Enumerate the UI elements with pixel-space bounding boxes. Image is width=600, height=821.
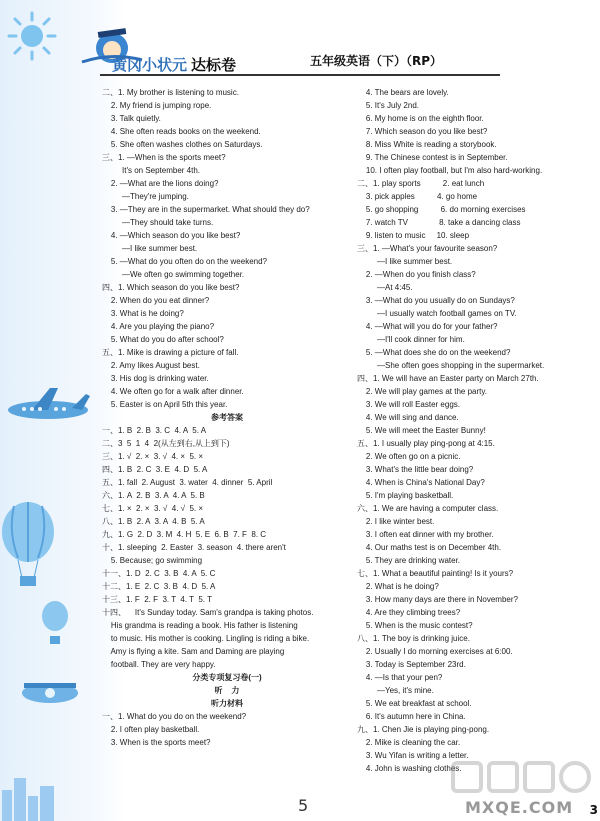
text-line: 三、1. —What's your favourite season? — [357, 244, 498, 253]
text-line: 五、1. Mike is drawing a picture of fall. — [102, 348, 239, 357]
text-line: 二、3 5 1 4 2(从左到右,从上到下) — [102, 439, 230, 448]
text-line: 6. My home is on the eighth floor. — [357, 114, 484, 123]
text-line: 5. I'm playing basketball. — [357, 491, 454, 500]
brand-subtitle: 达标卷 — [191, 56, 237, 74]
section-heading: 参考答案 — [211, 413, 243, 422]
watermark-url: MXQE.COM — [465, 798, 574, 817]
text-line: 2. When do you eat dinner? — [102, 296, 210, 305]
text-line: 5. What do you do after school? — [102, 335, 224, 344]
sun-icon — [6, 10, 58, 62]
text-line: 4. The bears are lovely. — [357, 88, 449, 97]
text-line: 5. go shopping 6. do morning exercises — [357, 205, 526, 214]
text-line: 3. We will roll Easter eggs. — [357, 400, 460, 409]
page-header — [0, 0, 600, 84]
text-line: —She often goes shopping in the supermarket. — [357, 361, 545, 370]
text-line: 4. She often reads books on the weekend. — [102, 127, 261, 136]
page-number: 3 — [589, 803, 598, 817]
text-line: 2. I like winter best. — [357, 517, 435, 526]
text-line: 5. We eat breakfast at school. — [357, 699, 472, 708]
text-line: football. They are very happy. — [102, 660, 216, 669]
text-line: 5. Because; go swimming — [102, 556, 203, 565]
text-line: 八、1. B 2. A 3. A 4. B 5. A — [102, 517, 205, 526]
text-line: 4. Our maths test is on December 4th. — [357, 543, 502, 552]
text-line: 五、1. I usually play ping-pong at 4:15. — [357, 439, 495, 448]
text-line: 九、1. G 2. D 3. M 4. H 5. E 6. B 7. F 8. C — [102, 530, 267, 539]
text-line: 二、1. play sports 2. eat lunch — [357, 179, 485, 188]
text-line: —I'll cook dinner for him. — [357, 335, 465, 344]
text-line: 3. Today is September 23rd. — [357, 660, 466, 669]
text-line: —We often go swimming together. — [102, 270, 245, 279]
text-line: His grandma is reading a book. His father is listening — [102, 621, 298, 630]
text-line: 5. When is the music contest? — [357, 621, 473, 630]
text-line: 5. It's July 2nd. — [357, 101, 419, 110]
right-column — [357, 86, 597, 775]
text-line: 7. watch TV 8. take a dancing class — [357, 218, 521, 227]
text-line: 5. Easter is on April 5th this year. — [102, 400, 228, 409]
text-line: 4. —Which season do you like best? — [102, 231, 241, 240]
text-line: 四、1. B 2. C 3. E 4. D 5. A — [102, 465, 208, 474]
text-line: 三、1. √ 2. × 3. √ 4. × 5. × — [102, 452, 204, 461]
text-line: 二、1. My brother is listening to music. — [102, 88, 239, 97]
text-line: 2. I often play basketball. — [102, 725, 200, 734]
text-line: 四、1. Which season do you like best? — [102, 283, 240, 292]
section-heading: 分类专项复习卷(一) — [192, 673, 262, 682]
text-line: 2. We will play games at the party. — [357, 387, 487, 396]
text-line: 3. How many days are there in November? — [357, 595, 518, 604]
text-line: 4. We often go for a walk after dinner. — [102, 387, 244, 396]
left-column — [102, 86, 352, 749]
text-line: 九、1. Chen Jie is playing ping-pong. — [357, 725, 490, 734]
text-line: 4. We will sing and dance. — [357, 413, 459, 422]
text-line: 5. We will meet the Easter Bunny! — [357, 426, 486, 435]
text-line: —I usually watch football games on TV. — [357, 309, 517, 318]
brand-title — [112, 54, 236, 75]
text-line: 9. listen to music 10. sleep — [357, 231, 470, 240]
text-line: 3. I often eat dinner with my brother. — [357, 530, 494, 539]
text-line: 5. —What does she do on the weekend? — [357, 348, 511, 357]
text-line: 八、1. The boy is drinking juice. — [357, 634, 470, 643]
text-line: 四、1. We will have an Easter party on March 27th. — [357, 374, 539, 383]
text-line: 5. They are drinking water. — [357, 556, 461, 565]
airplane-icon — [2, 382, 94, 432]
text-line: 2. Usually I do morning exercises at 6:00. — [357, 647, 513, 656]
text-line: 十三、1. F 2. F 3. T 4. T 5. T — [102, 595, 212, 604]
text-line: 3. —What do you usually do on Sundays? — [357, 296, 515, 305]
text-line: Amy is flying a kite. Sam and Daming are playing — [102, 647, 285, 656]
text-line: 4. Are you playing the piano? — [102, 322, 215, 331]
text-line: 七、1. What a beautiful painting! Is it yours? — [357, 569, 514, 578]
text-line: —I like summer best. — [357, 257, 453, 266]
text-line: 3. Wu Yifan is writing a letter. — [357, 751, 469, 760]
text-line: 4. Are they climbing trees? — [357, 608, 461, 617]
text-line: 十、1. sleeping 2. Easter 3. season 4. there aren't — [102, 543, 286, 552]
book-title: 五年级英语（下）（RP） — [310, 54, 443, 68]
text-line: 一、1. B 2. B 3. C 4. A 5. A — [102, 426, 207, 435]
brand-name: 黄冈小状元 — [112, 56, 188, 74]
text-line: 2. —What are the lions doing? — [102, 179, 219, 188]
text-line: 十四、 It's Sunday today. Sam's grandpa is taking photos. — [102, 608, 314, 617]
small-plane-icon — [10, 665, 90, 715]
text-line: 2. —When do you finish class? — [357, 270, 476, 279]
text-line: 3. Talk quietly. — [102, 114, 161, 123]
text-line: 十一、1. D 2. C 3. B 4. A 5. C — [102, 569, 216, 578]
text-line: 3. pick apples 4. go home — [357, 192, 478, 201]
text-line: 2. My friend is jumping rope. — [102, 101, 212, 110]
text-line: —Yes, it's mine. — [357, 686, 434, 695]
text-line: to music. His mother is cooking. Lingling is riding a bike. — [102, 634, 310, 643]
text-line: 3. His dog is drinking water. — [102, 374, 209, 383]
text-line: 4. —Is that your pen? — [357, 673, 443, 682]
text-line: It's on September 4th. — [102, 166, 201, 175]
text-line: 五、1. fall 2. August 3. water 4. dinner 5. April — [102, 478, 273, 487]
text-line: 2. We often go on a picnic. — [357, 452, 461, 461]
text-line: —They should take turns. — [102, 218, 214, 227]
text-line: 6. It's autumn here in China. — [357, 712, 466, 721]
text-line: 4. When is China's National Day? — [357, 478, 485, 487]
text-line: 十二、1. E 2. C 3. B 4. D 5. A — [102, 582, 216, 591]
text-line: —I like summer best. — [102, 244, 198, 253]
header-rule — [100, 74, 500, 76]
hot-air-balloon-icon — [0, 500, 56, 590]
text-line: 10. I often play football, but I'm also hard-working. — [357, 166, 543, 175]
text-line: 2. Mike is cleaning the car. — [357, 738, 461, 747]
text-line: 3. What is he doing? — [102, 309, 184, 318]
text-line: 4. —What will you do for your father? — [357, 322, 498, 331]
text-line: 2. Amy likes August best. — [102, 361, 200, 370]
handwritten-mark: 5 — [298, 796, 309, 815]
text-line: 三、1. —When is the sports meet? — [102, 153, 226, 162]
text-line: —At 4:45. — [357, 283, 413, 292]
text-line: 4. John is washing clothes. — [357, 764, 462, 773]
text-line: 3. What's the little bear doing? — [357, 465, 474, 474]
small-balloon-icon — [40, 600, 70, 646]
text-line: 一、1. What do you do on the weekend? — [102, 712, 247, 721]
text-line: —They're jumping. — [102, 192, 189, 201]
section-heading: 听力材料 — [211, 699, 243, 708]
text-line: 3. —They are in the supermarket. What should they do? — [102, 205, 310, 214]
text-line: 六、1. A 2. B 3. A 4. A 5. B — [102, 491, 205, 500]
text-line: 5. She often washes clothes on Saturdays. — [102, 140, 263, 149]
text-line: 9. The Chinese contest is in September. — [357, 153, 508, 162]
text-line: 七、1. × 2. × 3. √ 4. √ 5. × — [102, 504, 204, 513]
text-line: 7. Which season do you like best? — [357, 127, 488, 136]
text-line: 六、1. We are having a computer class. — [357, 504, 499, 513]
city-skyline-icon — [0, 760, 60, 821]
text-line: 8. Miss White is reading a storybook. — [357, 140, 497, 149]
section-heading: 听 力 — [214, 686, 240, 695]
text-line: 3. When is the sports meet? — [102, 738, 211, 747]
text-line: 2. What is he doing? — [357, 582, 439, 591]
text-line: 5. —What do you often do on the weekend? — [102, 257, 267, 266]
